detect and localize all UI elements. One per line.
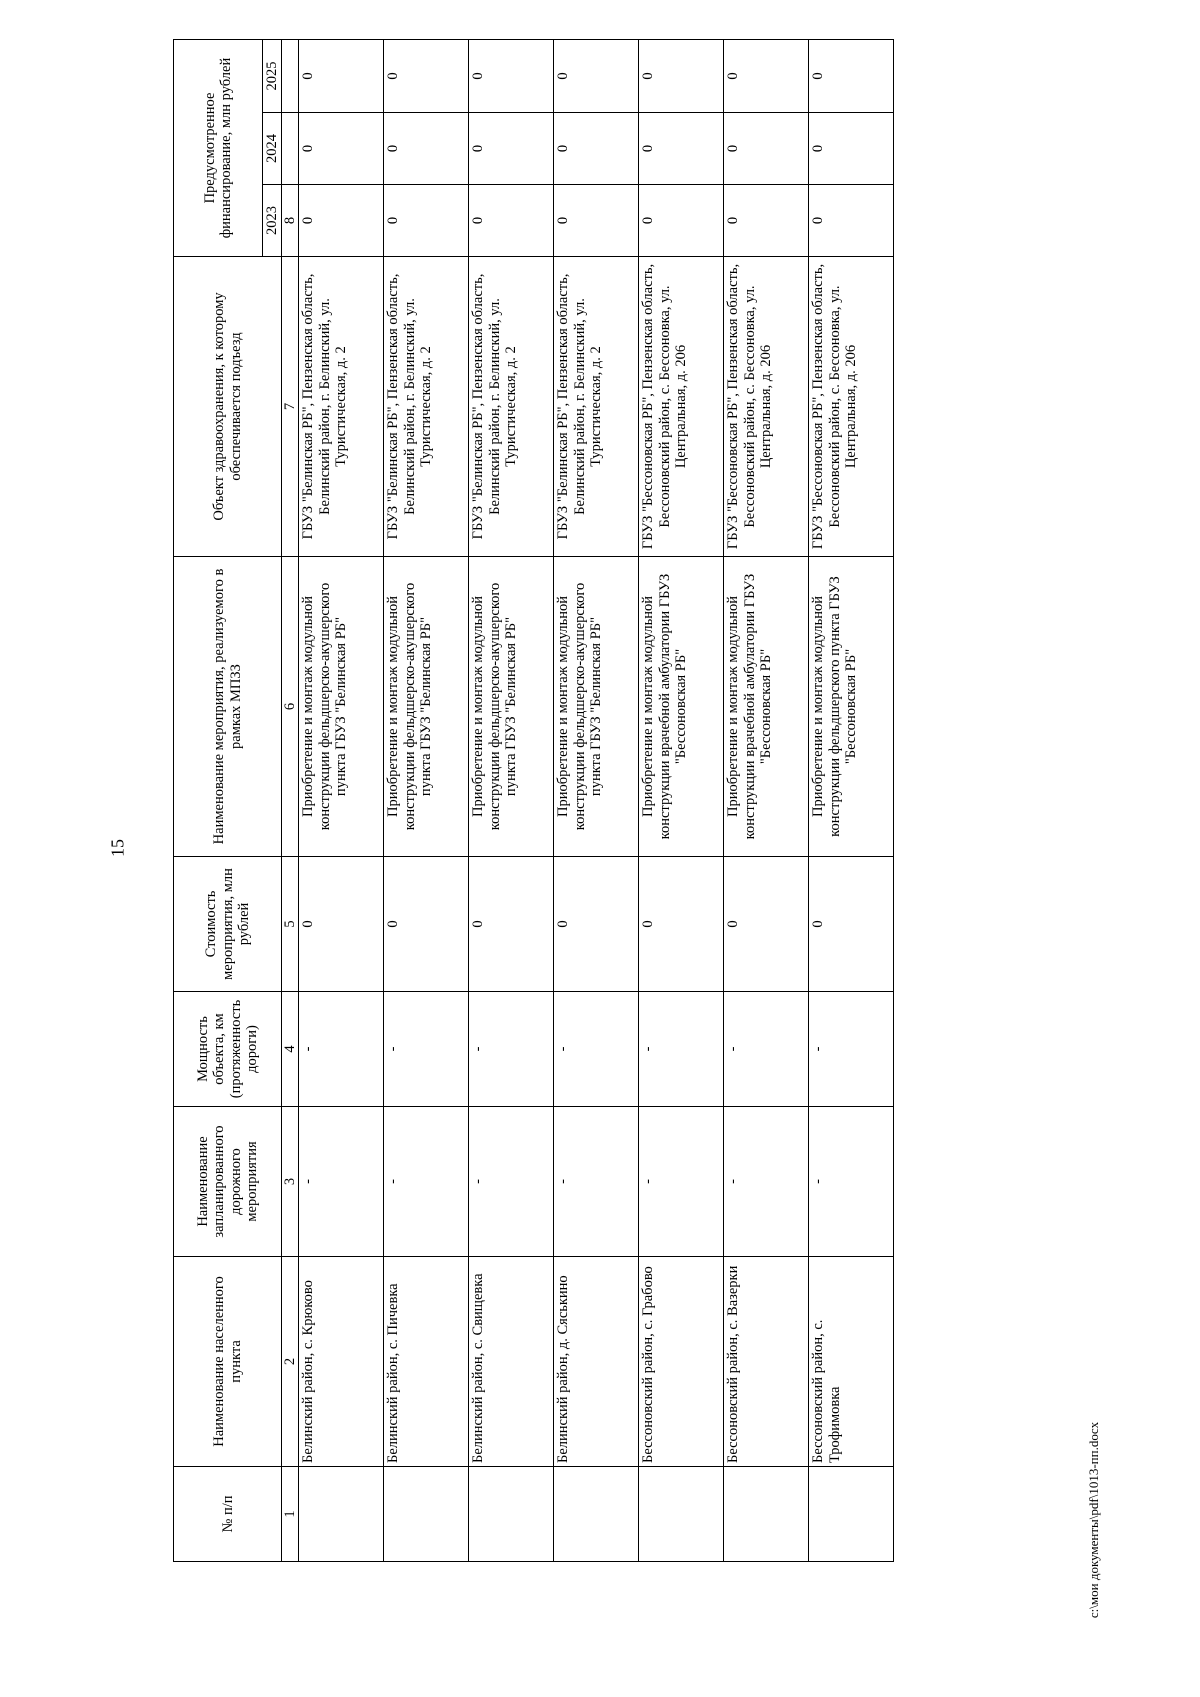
header-locality: Наименование населенного пункта xyxy=(174,1257,282,1467)
column-number: 7 xyxy=(282,257,299,557)
funding-2025-cell: 0 xyxy=(639,39,724,112)
funding-2024-cell: 0 xyxy=(809,113,894,185)
table-row xyxy=(639,39,724,1561)
header-facility: Объект здравоохранения, к которому обеспечивается подъезд xyxy=(174,257,282,557)
column-number: 2 xyxy=(282,1257,299,1467)
locality-cell: Белинский район, с. Пичевка xyxy=(384,1257,469,1467)
funding-2025-cell: 0 xyxy=(724,39,809,112)
funding-2023-cell: 0 xyxy=(639,185,724,257)
capacity-cell: - xyxy=(469,992,554,1107)
header-funding: Предусмотренное финансирование, млн рублей xyxy=(174,39,263,256)
event-cell: Приобретение и монтаж модульной конструкции врачебной амбулатории ГБУЗ "Бессоновская РБ" xyxy=(639,557,724,857)
header-cost: Стоимость мероприятия, млн рублей xyxy=(174,857,282,992)
cost-cell: 0 xyxy=(809,857,894,992)
locality-cell: Бессоновский район, с. Грабово xyxy=(639,1257,724,1467)
road-event-cell: - xyxy=(469,1107,554,1257)
capacity-cell: - xyxy=(554,992,639,1107)
row-num xyxy=(384,1467,469,1562)
funding-2025-cell: 0 xyxy=(469,39,554,112)
column-number: 1 xyxy=(282,1467,299,1562)
capacity-cell: - xyxy=(299,992,384,1107)
column-number xyxy=(282,39,299,112)
row-num xyxy=(554,1467,639,1562)
facility-cell: ГБУЗ "Бессоновская РБ", Пензенская область, Бессоновский район, с. Бессоновка, ул. Центральная, д. 206 xyxy=(809,257,894,557)
row-num xyxy=(469,1467,554,1562)
facility-cell: ГБУЗ "Бессоновская РБ", Пензенская область, Бессоновский район, с. Бессоновка, ул. Центральная, д. 206 xyxy=(724,257,809,557)
road-event-cell: - xyxy=(809,1107,894,1257)
road-event-cell: - xyxy=(639,1107,724,1257)
road-event-cell: - xyxy=(724,1107,809,1257)
facility-cell: ГБУЗ "Бессоновская РБ", Пензенская область, Бессоновский район, с. Бессоновка, ул. Центральная, д. 206 xyxy=(639,257,724,557)
funding-2024-cell: 0 xyxy=(469,113,554,185)
cost-cell: 0 xyxy=(384,857,469,992)
event-cell: Приобретение и монтаж модульной конструкции фельдшерско-акушерского пункта ГБУЗ "Белинская РБ" xyxy=(554,557,639,857)
facility-cell: ГБУЗ "Белинская РБ", Пензенская область, Белинский район, г. Белинский, ул. Туристическая, д. 2 xyxy=(299,257,384,557)
funding-2024-cell: 0 xyxy=(639,113,724,185)
table-row xyxy=(384,39,469,1561)
funding-2024-cell: 0 xyxy=(299,113,384,185)
column-number: 4 xyxy=(282,992,299,1107)
locality-cell: Белинский район, с. Крюково xyxy=(299,1257,384,1467)
table-row xyxy=(469,39,554,1561)
cost-cell: 0 xyxy=(299,857,384,992)
event-cell: Приобретение и монтаж модульной конструкции фельдшерско-акушерского пункта ГБУЗ "Белинская РБ" xyxy=(469,557,554,857)
road-event-cell: - xyxy=(554,1107,639,1257)
facility-cell: ГБУЗ "Белинская РБ", Пензенская область, Белинский район, г. Белинский, ул. Туристическая, д. 2 xyxy=(554,257,639,557)
header-event: Наименование мероприятия, реализуемого в рамках МПЗЗ xyxy=(174,557,282,857)
funding-2024-cell: 0 xyxy=(384,113,469,185)
funding-2023-cell: 0 xyxy=(809,185,894,257)
cost-cell: 0 xyxy=(639,857,724,992)
locality-cell: Бессоновский район, с. Вазерки xyxy=(724,1257,809,1467)
table-row xyxy=(809,39,894,1561)
cost-cell: 0 xyxy=(469,857,554,992)
locality-cell: Белинский район, д. Сяськино xyxy=(554,1257,639,1467)
table-row xyxy=(554,39,639,1561)
column-number: 6 xyxy=(282,557,299,857)
facility-cell: ГБУЗ "Белинская РБ", Пензенская область, Белинский район, г. Белинский, ул. Туристическая, д. 2 xyxy=(384,257,469,557)
row-num xyxy=(724,1467,809,1562)
event-cell: Приобретение и монтаж модульной конструкции фельдшерско-акушерского пункта ГБУЗ "Белинская РБ" xyxy=(384,557,469,857)
header-row xyxy=(174,39,263,1561)
cost-cell: 0 xyxy=(554,857,639,992)
funding-2023-cell: 0 xyxy=(724,185,809,257)
column-number: 3 xyxy=(282,1107,299,1257)
header-year-2023: 2023 xyxy=(263,185,282,257)
header-road-event: Наименование запланированного дорожного мероприятия xyxy=(174,1107,282,1257)
funding-2023-cell: 0 xyxy=(384,185,469,257)
row-num xyxy=(299,1467,384,1562)
header-year-2025: 2025 xyxy=(263,39,282,112)
cost-cell: 0 xyxy=(724,857,809,992)
locality-cell: Бессоновский район, с. Трофимовка xyxy=(809,1257,894,1467)
capacity-cell: - xyxy=(724,992,809,1107)
event-cell: Приобретение и монтаж модульной конструкции врачебной амбулатории ГБУЗ "Бессоновская РБ" xyxy=(724,557,809,857)
file-path-footer: c:\мои документы\pdf\1013-пп.docx xyxy=(1086,1421,1101,1619)
funding-2024-cell: 0 xyxy=(724,113,809,185)
page-number: 15 xyxy=(107,839,128,857)
event-cell: Приобретение и монтаж модульной конструкции фельдшерско-акушерского пункта ГБУЗ "Белинская РБ" xyxy=(299,557,384,857)
header-capacity: Мощность объекта, км (протяженность дороги) xyxy=(174,992,282,1107)
facilities-table xyxy=(173,39,894,1562)
funding-2025-cell: 0 xyxy=(384,39,469,112)
row-num xyxy=(809,1467,894,1562)
road-event-cell: - xyxy=(384,1107,469,1257)
column-number: 8 xyxy=(282,185,299,257)
road-event-cell: - xyxy=(299,1107,384,1257)
facility-cell: ГБУЗ "Белинская РБ", Пензенская область, Белинский район, г. Белинский, ул. Туристическая, д. 2 xyxy=(469,257,554,557)
event-cell: Приобретение и монтаж модульной конструкции фельдшерского пункта ГБУЗ "Бессоновская РБ" xyxy=(809,557,894,857)
header-num: № п/п xyxy=(174,1467,282,1562)
funding-2024-cell: 0 xyxy=(554,113,639,185)
column-numbers-row xyxy=(282,39,299,1561)
funding-2023-cell: 0 xyxy=(299,185,384,257)
funding-2025-cell: 0 xyxy=(809,39,894,112)
capacity-cell: - xyxy=(639,992,724,1107)
funding-2025-cell: 0 xyxy=(554,39,639,112)
header-year-2024: 2024 xyxy=(263,113,282,185)
column-number: 5 xyxy=(282,857,299,992)
table-container xyxy=(173,40,953,1562)
column-number xyxy=(282,113,299,185)
capacity-cell: - xyxy=(809,992,894,1107)
funding-2025-cell: 0 xyxy=(299,39,384,112)
locality-cell: Белинский район, с. Свищевка xyxy=(469,1257,554,1467)
row-num xyxy=(639,1467,724,1562)
funding-2023-cell: 0 xyxy=(469,185,554,257)
table-row xyxy=(299,39,384,1561)
funding-2023-cell: 0 xyxy=(554,185,639,257)
capacity-cell: - xyxy=(384,992,469,1107)
table-row xyxy=(724,39,809,1561)
